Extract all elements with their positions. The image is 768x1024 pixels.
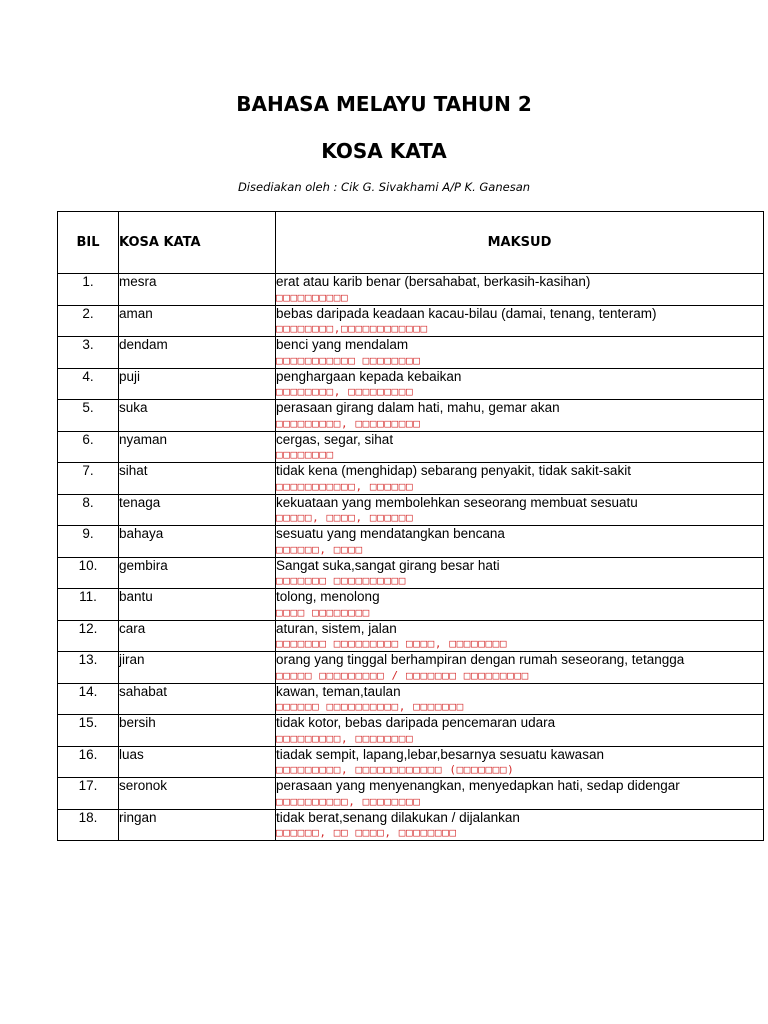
vocabulary-word: ringan [119,809,276,841]
translation-text: □□□□□□□□ [276,448,334,461]
table-row [58,337,764,369]
table-row [58,778,764,810]
vocabulary-word: suka [119,400,276,432]
row-number: 17. [58,778,119,810]
meaning-text: Sangat suka,sangat girang besar hati [276,557,500,573]
translation-text: □□□□□□□ □□□□□□□□□ □□□□, □□□□□□□□ [276,637,508,650]
meaning-cell [276,526,764,558]
row-number: 1. [58,274,119,306]
vocabulary-word: bahaya [119,526,276,558]
vocabulary-word: nyaman [119,431,276,463]
row-number: 15. [58,715,119,747]
table-row [58,400,764,432]
header-maksud: MAKSUD [276,212,764,274]
row-number: 11. [58,589,119,621]
table-row [58,305,764,337]
meaning-text: orang yang tinggal berhampiran dengan rumah seseorang, tetangga [276,652,685,667]
translation-text: □□□□ □□□□□□□□ [276,605,370,619]
vocabulary-word: bantu [119,589,276,621]
table-row [58,589,764,621]
row-number: 16. [58,746,119,778]
table-header-row [58,212,764,274]
meaning-cell [276,368,764,400]
page-subtitle: KOSA KATA [321,139,447,163]
meaning-cell [276,337,764,369]
meaning-cell [276,620,764,652]
meaning-text: kekuataan yang membolehkan seseorang membuat sesuatu [276,494,638,510]
translation-text: □□□□□□□□□□□, □□□□□□ [276,479,414,493]
table-row [58,368,764,400]
table-row [58,683,764,715]
meaning-text: tidak kotor, bebas daripada pencemaran udara [276,715,556,730]
meaning-cell [276,494,764,526]
meaning-cell [276,400,764,432]
meaning-text: sesuatu yang mendatangkan bencana [276,526,505,541]
translation-text: □□□□□□□□□, □□□□□□□□□ [276,416,421,430]
meaning-text: erat atau karib benar (bersahabat, berkasih-kasihan) [276,274,591,289]
row-number: 12. [58,620,119,652]
meaning-text: aturan, sistem, jalan [276,620,397,636]
translation-text: □□□□□□□ □□□□□□□□□□ [276,574,407,587]
meaning-text: kawan, teman,taulan [276,683,401,699]
vocabulary-word: sihat [119,463,276,495]
translation-text: □□□□□□□□□□, □□□□□□□□ [276,794,421,808]
row-number: 2. [58,305,119,337]
meaning-text: tidak kena (menghidap) sebarang penyakit, tidak sakit-sakit [276,463,631,478]
vocabulary-word: luas [119,746,276,778]
meaning-cell [276,715,764,747]
meaning-text: tidak berat,senang dilakukan / dijalankan [276,809,520,825]
vocabulary-word: dendam [119,337,276,369]
table-row [58,809,764,841]
vocabulary-word: puji [119,368,276,400]
meaning-cell [276,683,764,715]
meaning-cell [276,589,764,621]
translation-text: □□□□□□□□□□□ □□□□□□□□ [276,353,421,367]
author-credit: Disediakan oleh : Cik G. Sivakhami A/P K. Ganesan [237,180,531,194]
row-number: 3. [58,337,119,369]
meaning-text: perasaan yang menyenangkan, menyedapkan hati, sedap didengar [276,778,680,793]
translation-text: □□□□□□□□□, □□□□□□□□ [276,731,414,745]
vocabulary-word: gembira [119,557,276,589]
meaning-cell [276,557,764,589]
meaning-cell [276,274,764,306]
vocabulary-table [57,211,764,841]
table-row [58,526,764,558]
vocabulary-word: tenaga [119,494,276,526]
translation-text: □□□□□□, □□□□ [276,542,363,556]
translation-text: □□□□□□□□□□ [276,290,349,304]
table-row [58,431,764,463]
vocabulary-word: seronok [119,778,276,810]
meaning-text: tiadak sempit, lapang,lebar,besarnya sesuatu kawasan [276,746,604,762]
row-number: 7. [58,463,119,495]
meaning-cell [276,809,764,841]
vocabulary-word: cara [119,620,276,652]
vocabulary-word: jiran [119,652,276,684]
row-number: 14. [58,683,119,715]
row-number: 13. [58,652,119,684]
meaning-cell [276,778,764,810]
meaning-text: tolong, menolong [276,589,380,604]
translation-text: □□□□□□□□, □□□□□□□□□ [276,385,414,398]
translation-text: □□□□□□ □□□□□□□□□□, □□□□□□□ [276,700,464,713]
translation-text: □□□□□□□□,□□□□□□□□□□□□ [276,322,428,335]
vocabulary-word: sahabat [119,683,276,715]
row-number: 9. [58,526,119,558]
row-number: 10. [58,557,119,589]
meaning-cell [276,431,764,463]
meaning-text: penghargaan kepada kebaikan [276,368,462,384]
table-row [58,620,764,652]
meaning-cell [276,305,764,337]
page-title: BAHASA MELAYU TAHUN 2 [236,92,532,116]
meaning-text: benci yang mendalam [276,337,409,352]
header-kosa-kata: KOSA KATA [119,212,276,274]
vocabulary-word: bersih [119,715,276,747]
table-row [58,463,764,495]
translation-text: □□□□□□, □□ □□□□, □□□□□□□□ [276,826,457,839]
row-number: 5. [58,400,119,432]
row-number: 4. [58,368,119,400]
translation-text: □□□□□, □□□□, □□□□□□ [276,511,414,524]
table-row [58,274,764,306]
table-row [58,746,764,778]
meaning-cell [276,746,764,778]
table-row [58,494,764,526]
row-number: 18. [58,809,119,841]
row-number: 8. [58,494,119,526]
table-row [58,557,764,589]
vocabulary-word: aman [119,305,276,337]
table-row [58,715,764,747]
meaning-text: bebas daripada keadaan kacau-bilau (damai, tenang, tenteram) [276,305,657,321]
header-bil: BIL [58,212,119,274]
vocabulary-word: mesra [119,274,276,306]
meaning-text: perasaan girang dalam hati, mahu, gemar akan [276,400,560,415]
meaning-cell [276,463,764,495]
row-number: 6. [58,431,119,463]
translation-text: □□□□□□□□□, □□□□□□□□□□□□ (□□□□□□□) [276,763,515,776]
translation-text: □□□□□ □□□□□□□□□ / □□□□□□□ □□□□□□□□□ [276,668,529,682]
table-row [58,652,764,684]
meaning-text: cergas, segar, sihat [276,431,394,447]
meaning-cell [276,652,764,684]
